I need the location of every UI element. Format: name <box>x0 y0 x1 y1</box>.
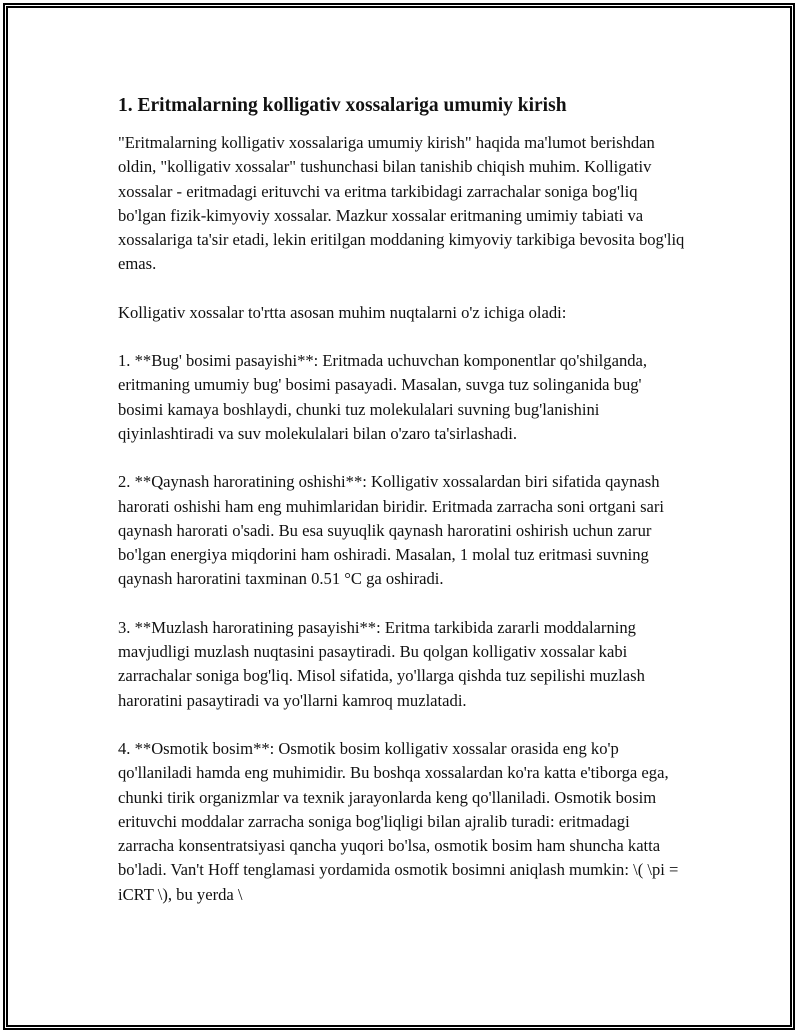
intro-paragraph: "Eritmalarning kolligativ xossalariga umumiy kirish" haqida ma'lumot berishdan oldin, "kolligativ xossalar" tushunchasi bilan tanishib chiqish muhim. Kolligativ xossalar - eritmadagi erituvchi va eritma tarkibidagi zarrachalar soniga bog'liq bo'lgan fizik-kimyoviy xossalar. Mazkur xossalar eritmaning umimiy tabiati va xossalariga ta'sir etadi, lekin eritilgan moddaning kimyoviy tarkibiga bevosita bog'liq emas. <box>118 133 685 274</box>
document-body <box>118 93 688 907</box>
list-intro-paragraph: Kolligativ xossalar to'rtta asosan muhim nuqtalarni o'z ichiga oladi: <box>118 302 567 322</box>
boiling-point-paragraph: 2. **Qaynash haroratining oshishi**: Kolligativ xossalardan biri sifatida qaynash harorati oshishi ham eng muhimlaridan biridir. Eritmada zarracha soni ortgani sari qaynash harorati o'sadi. Bu esa suyuqlik qaynash haroratini oshirish uchun zarur bo'lgan energiya miqdorini ham oshiradi. Masalan, 1 molal tuz eritmasi suvning qaynash haroratini taxminan 0.51 °C ga oshiradi. <box>118 472 665 589</box>
section-title: 1. Eritmalarning kolligativ xossalariga umumiy kirish <box>118 95 567 116</box>
freezing-point-paragraph: 3. **Muzlash haroratining pasayishi**: Eritma tarkibida zararli moddalarning mavjudligi muzlash nuqtasini pasaytiradi. Bu qolgan kolligativ xossalar kabi zarrachalar soniga bog'liq. Misol sifatida, yo'llarga qishda tuz sepilishi muzlash haroratini pasaytiradi va yo'llarni kamroq muzlatadi. <box>118 617 645 710</box>
osmotic-pressure-paragraph: 4. **Osmotik bosim**: Osmotik bosim kolligativ xossalar orasida eng ko'p qo'llaniladi hamda eng muhimidir. Bu boshqa xossalardan ko'ra katta e'tiborga ega, chunki tirik organizmlar va texnik jarayonlarda keng qo'llaniladi. Osmotik bosim erituvchi moddalar zarracha soniga bog'liqligi bilan ajralib turadi: eritmadagi zarracha konsentratsiyasi qancha yuqori bo'lsa, osmotik bosim ham shuncha katta bo'ladi. Van't Hoff tenglamasi yordamida osmotik bosimni aniqlash mumkin: \( \pi = iCRT \), bu yerda \ <box>118 738 679 904</box>
vapor-pressure-paragraph: 1. **Bug' bosimi pasayishi**: Eritmada uchuvchan komponentlar qo'shilganda, eritmaning umumiy bug' bosimi pasayadi. Masalan, suvga tuz solinganida bug' bosimi kamaya boshlaydi, chunki tuz molekulalari suvning bug'lanishini qiyinlashtiradi va suv molekulalari bilan o'zaro ta'sirlashadi. <box>118 351 648 443</box>
